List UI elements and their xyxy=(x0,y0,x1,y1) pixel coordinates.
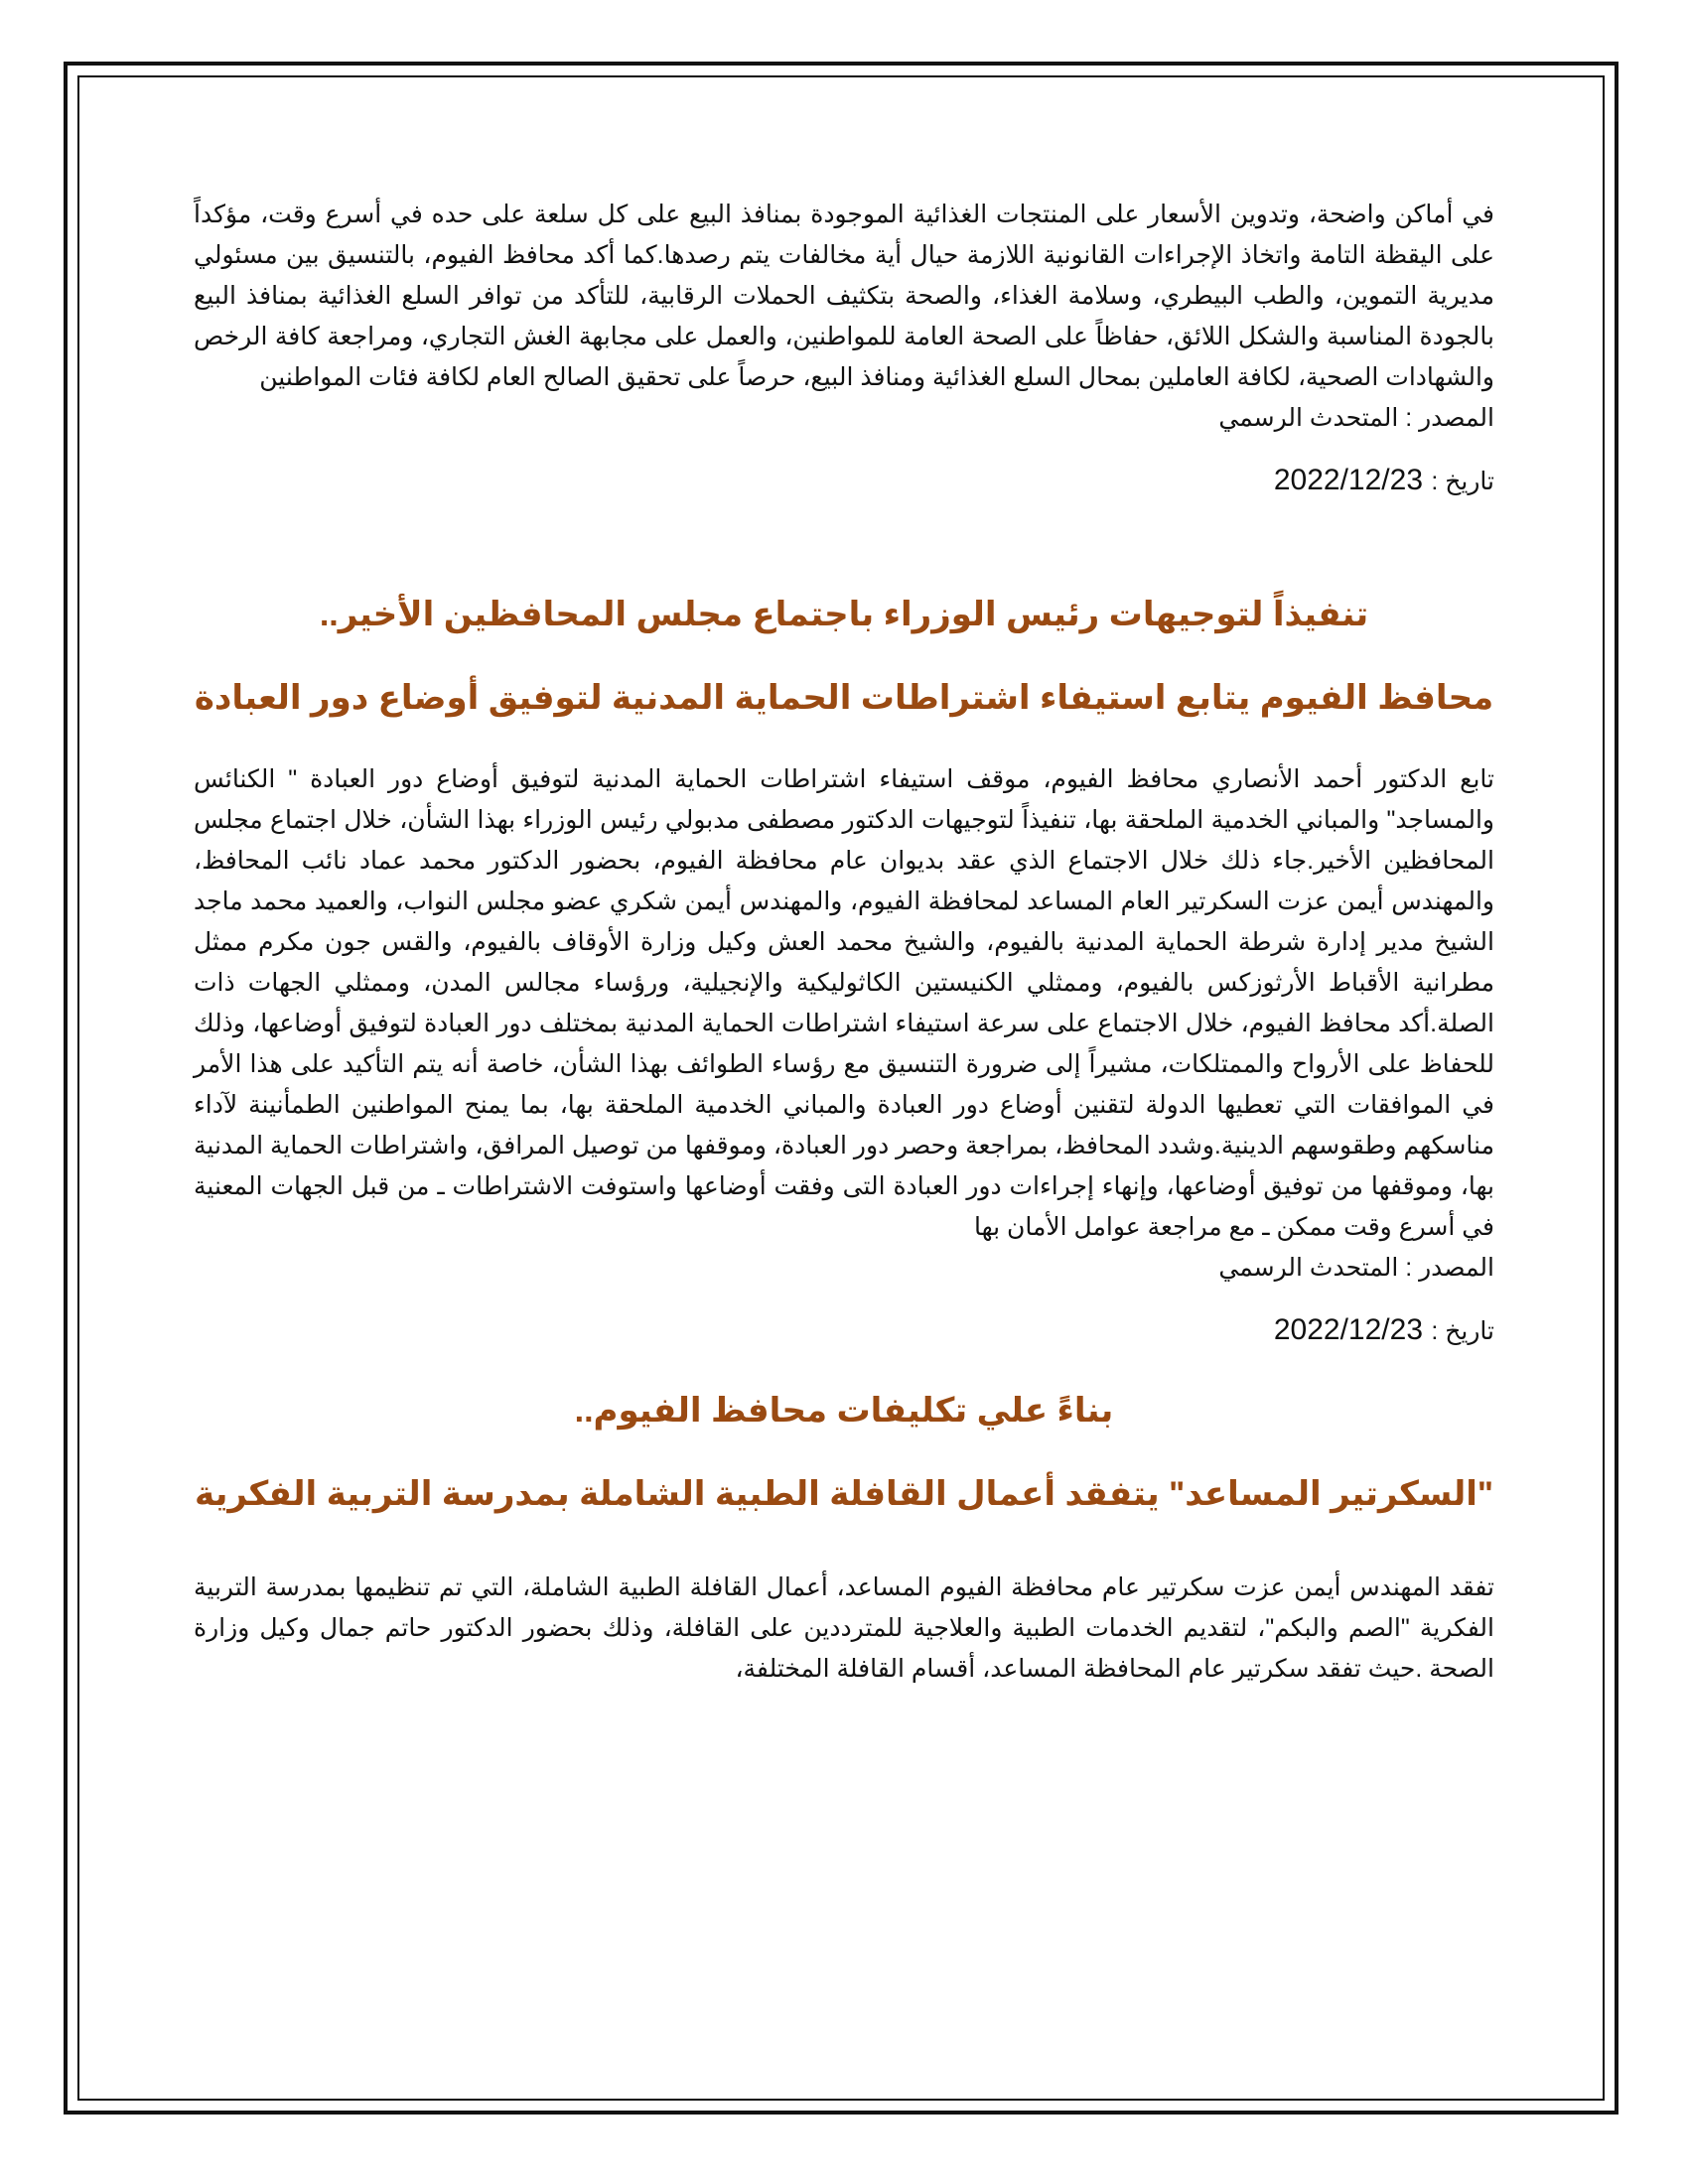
article-2-source: المصدر : المتحدث الرسمي xyxy=(1218,1254,1494,1282)
article-2-title: محافظ الفيوم يتابع استيفاء اشتراطات الحماية المدنية لتوفيق أوضاع دور العبادة xyxy=(194,679,1494,717)
article-1-body: في أماكن واضحة، وتدوين الأسعار على المنتجات الغذائية الموجودة بمنافذ البيع على كل سلعة على حده في أسرع وقت، مؤكداً على اليقظة التامة واتخاذ الإجراءات القانونية اللازمة حيال أية مخالفات يتم رصدها.كما أكد محافظ الفيوم، بالتنسيق بين مسئولي مديرية التموين، والطب البيطري، وسلامة الغذاء، والصحة بتكثيف الحملات الرقابية، للتأكد من توافر السلع الغذائية بمنافذ البيع بالجودة المناسبة والشكل اللائق، حفاظاً على الصحة العامة للمواطنين، والعمل على مجابهة الغش التجاري، ومراجعة كافة الرخص والشهادات الصحية، لكافة العاملين بمحال السلع الغذائية ومنافذ البيع، حرصاً على تحقيق الصالح العام لكافة فئات المواطنين xyxy=(194,201,1494,391)
article-1-date-value: 2022/12/23 xyxy=(1273,464,1424,496)
article-2-date-value: 2022/12/23 xyxy=(1273,1313,1424,1346)
article-2-date xyxy=(194,1310,1494,1351)
article-2 xyxy=(194,593,1494,1351)
article-3-title: "السكرتير المساعد" يتفقد أعمال القافلة الطبية الشاملة بمدرسة التربية الفكرية xyxy=(194,1475,1494,1513)
article-2-kicker: تنفيذاً لتوجيهات رئيس الوزراء باجتماع مجلس المحافظين الأخير.. xyxy=(319,596,1369,633)
article-3-body: تفقد المهندس أيمن عزت سكرتير عام محافظة الفيوم المساعد، أعمال القافلة الطبية الشاملة، التي تم تنظيمها بمدرسة التربية الفكرية "الصم والبكم"، لتقديم الخدمات الطبية والعلاجية للمترددين على القافلة، وذلك بحضور الدكتور حاتم جمال وكيل وزارة الصحة .حيث تفقد سكرتير عام المحافظة المساعد، أقسام القافلة المختلفة، xyxy=(194,1573,1494,1683)
article-3-kicker: بناءً علي تكليفات محافظ الفيوم.. xyxy=(574,1392,1114,1430)
article-2-body: تابع الدكتور أحمد الأنصاري محافظ الفيوم، موقف استيفاء اشتراطات الحماية المدنية لتوفيق أوضاع دور العبادة " الكنائس والمساجد" والمباني الخدمية الملحقة بها، تنفيذاً لتوجيهات الدكتور مصطفى مدبولي رئيس الوزراء بهذا الشأن، خلال اجتماع مجلس المحافظين الأخير.جاء ذلك خلال الاجتماع الذي عقد بديوان عام محافظة الفيوم، بحضور الدكتور محمد عماد نائب المحافظ، والمهندس أيمن عزت السكرتير العام المساعد لمحافظة الفيوم، والمهندس أيمن شكري عضو مجلس النواب، والعميد محمد ماجد الشيخ مدير إدارة شرطة الحماية المدنية بالفيوم، والشيخ محمد العش وكيل وزارة الأوقاف بالفيوم، والقس جون مكرم ممثل مطرانية الأقباط الأرثوزكس بالفيوم، وممثلي الكنيستين الكاثوليكية والإنجيلية، ورؤساء مجالس المدن، وممثلي الجهات ذات الصلة.أكد محافظ الفيوم، خلال الاجتماع على سرعة استيفاء اشتراطات الحماية المدنية بمختلف دور العبادة لتوفيق أوضاعها، وذلك للحفاظ على الأرواح والممتلكات، مشيراً إلى ضرورة التنسيق مع رؤساء الطوائف بهذا الشأن، خاصة أنه يتم التأكيد على هذا الأمر في الموافقات التي تعطيها الدولة لتقنين أوضاع دور العبادة والمباني الخدمية الملحقة بها، بما يمنح المواطنين الطمأنينة لآداء مناسكهم وطقوسهم الدينية.وشدد المحافظ، بمراجعة وحصر دور العبادة، وموقفها من توصيل المرافق، واشتراطات الحماية المدنية بها، وموقفها من توفيق أوضاعها، وإنهاء إجراءات دور العبادة التى وفقت أوضاعها واستوفت الاشتراطات ـ من قبل الجهات المعنية في أسرع وقت ممكن ـ مع مراجعة عوامل الأمان بها xyxy=(194,765,1494,1241)
article-1-source: المصدر : المتحدث الرسمي xyxy=(1218,404,1494,432)
document-content xyxy=(194,195,1494,1690)
article-2-date-label: تاريخ : xyxy=(1431,1317,1494,1345)
article-1 xyxy=(194,195,1494,501)
article-1-date xyxy=(194,461,1494,501)
article-3 xyxy=(194,1389,1494,1690)
article-1-date-label: تاريخ : xyxy=(1431,468,1494,495)
